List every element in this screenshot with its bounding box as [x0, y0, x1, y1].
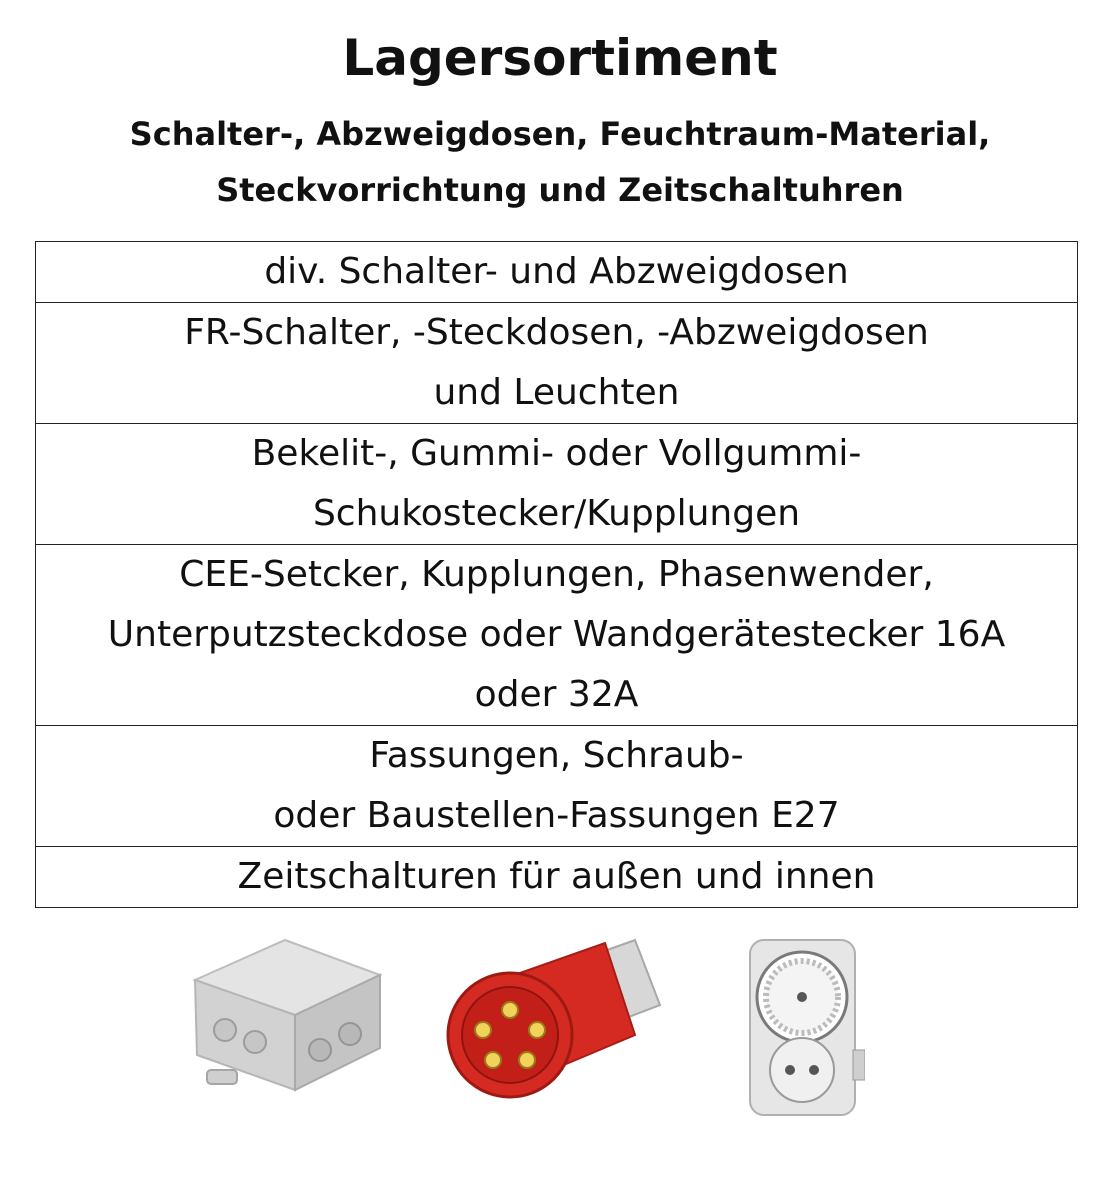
- subtitle-line-2: Steckvorrichtung und Zeitschaltuhren: [216, 171, 904, 209]
- table-cell: [36, 726, 1078, 847]
- cell-line: Unterputzsteckdose oder Wandgerätestecker 16A: [107, 614, 1006, 655]
- table-cell: [36, 545, 1078, 726]
- table-row: [36, 726, 1078, 847]
- table-cell: [36, 424, 1078, 545]
- table-row: [36, 847, 1078, 908]
- table-row: [36, 303, 1078, 424]
- cee-plug-icon: [445, 925, 665, 1105]
- cell-line: Fassungen, Schraub-: [369, 735, 744, 776]
- table-cell: [36, 303, 1078, 424]
- table-cell: [36, 847, 1078, 908]
- cell-line: Zeitschalturen für außen und innen: [237, 856, 876, 897]
- product-images: [0, 920, 1120, 1130]
- subtitle-line-1: Schalter-, Abzweigdosen, Feuchtraum-Material,: [129, 115, 991, 153]
- table-row: [36, 545, 1078, 726]
- cell-line: div. Schalter- und Abzweigdosen: [264, 251, 849, 292]
- page-subtitle: [0, 106, 1120, 218]
- cell-line: oder Baustellen-Fassungen E27: [273, 795, 840, 836]
- cell-line: und Leuchten: [433, 372, 680, 413]
- cell-line: Bekelit-, Gummi- oder Vollgummi-: [251, 433, 862, 474]
- table-cell: [36, 242, 1078, 303]
- page-title: Lagersortiment: [342, 29, 778, 87]
- cell-line: oder 32A: [474, 674, 639, 715]
- cell-line: Schukostecker/Kupplungen: [312, 493, 801, 534]
- junction-box-icon: [185, 930, 385, 1100]
- cell-line: FR-Schalter, -Steckdosen, -Abzweigdosen: [184, 312, 929, 353]
- cell-line: CEE-Setcker, Kupplungen, Phasenwender,: [179, 554, 934, 595]
- assortment-table: [35, 241, 1078, 908]
- table-row: [36, 242, 1078, 303]
- table-row: [36, 424, 1078, 545]
- timer-switch-icon: [745, 935, 865, 1120]
